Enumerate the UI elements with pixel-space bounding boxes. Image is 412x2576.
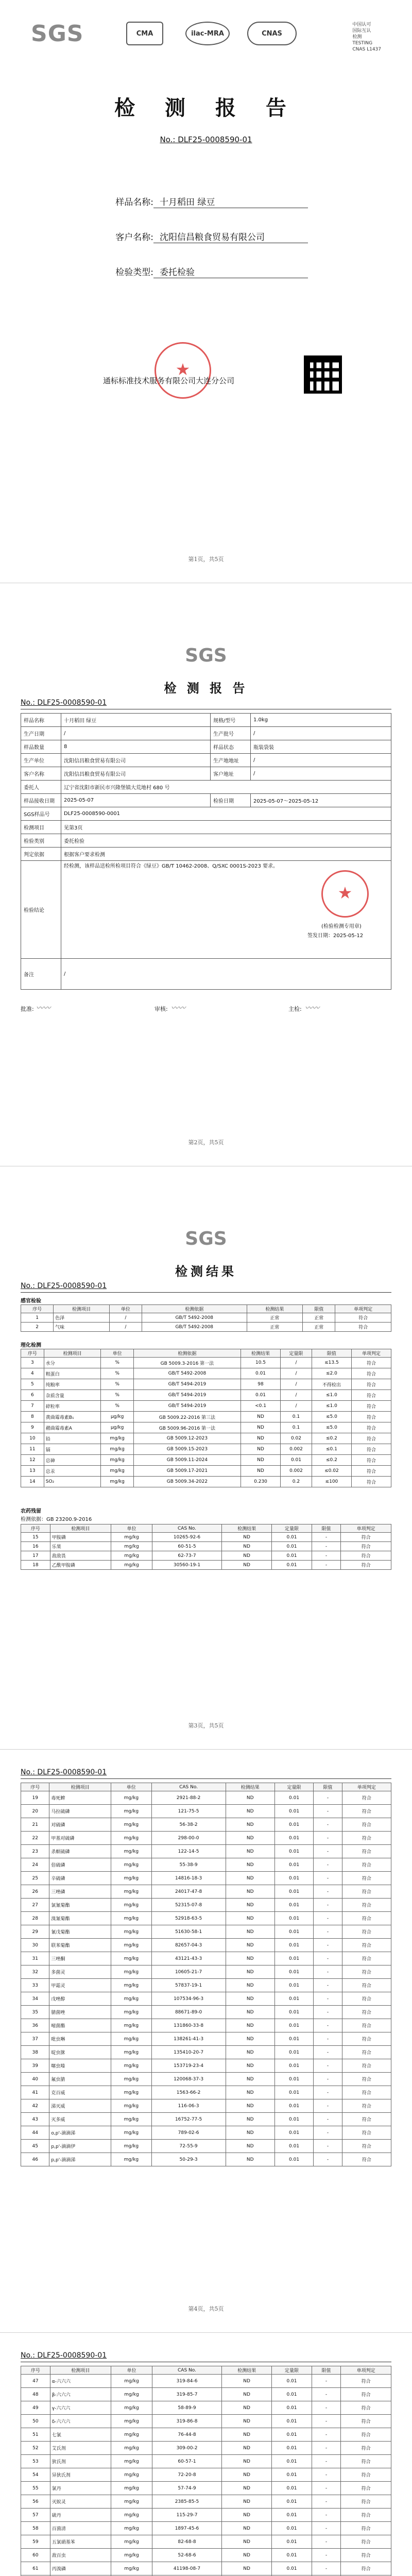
column-header: 检测结果 [226,1783,274,1791]
table-row: 10 铅 mg/kg GB 5009.12-2023 ND 0.02 ≤0.2 符合 [21,1433,391,1444]
table-row: 40 氟虫腈 mg/kg 120068-37-3 ND 0.01 - 符合 [21,2073,391,2086]
section-pesticide: 农药残留 [21,1509,41,1514]
table-row: 20 马拉硫磷 mg/kg 121-75-5 ND 0.01 - 符合 [21,1805,391,1818]
table-row: 48 β-六六六 mg/kg 319-85-7 ND 0.01 - 符合 [21,2388,391,2401]
table-row: 14 SO₂ mg/kg GB 5009.34-2022 0.230 0.2 ≤100 符合 [21,1477,391,1487]
column-header: 单位 [111,1783,152,1791]
table-row: 39 噻虫嗪 mg/kg 153719-23-4 ND 0.01 - 符合 [21,2059,391,2073]
table-row: 16 乐果 mg/kg 60-51-5 ND 0.01 - 符合 [21,1542,391,1551]
table-row: 客户名称 沈阳信昌粮食贸易有限公司 客户地址 / [21,767,391,781]
table-row: 35 腈菌唑 mg/kg 88671-89-0 ND 0.01 - 符合 [21,2006,391,2019]
cover-page [0,0,412,583]
table-row: 44 o,p'-滴滴涕 mg/kg 789-02-6 ND 0.01 - 符合 [21,2126,391,2140]
page-footer: 第4页，共5页 [188,2306,224,2312]
table-row: 17 敌敌畏 mg/kg 62-73-7 ND 0.01 - 符合 [21,1551,391,1561]
table-row: 52 艾氏剂 mg/kg 309-00-2 ND 0.01 - 符合 [21,2442,391,2455]
table-row: 28 溴氰菊酯 mg/kg 52918-63-5 ND 0.01 - 符合 [21,1912,391,1925]
column-header: 检测项目 [54,1305,110,1313]
sample-name-field: 样品名称: 十月稻田 绿豆 [93,195,308,208]
table-row: 3 水分 % GB 5009.3-2016 第一法 10.5 / ≤13.5 符合 [21,1358,391,1368]
sgs-logo: SGS [185,645,227,666]
qr-code [304,355,342,394]
results-page-3 [0,2333,412,2576]
table-row: 26 三唑磷 mg/kg 24017-47-8 ND 0.01 - 符合 [21,1885,391,1899]
column-header: 限值 [314,1783,342,1791]
reviewer-signature: 〰〰 [171,1004,185,1012]
table-row: 27 氯氰菊酯 mg/kg 52315-07-8 ND 0.01 - 符合 [21,1899,391,1912]
client-field: 客户名称: 沈阳信昌粮食贸易有限公司 [93,230,308,243]
column-header: 单位 [111,1524,152,1533]
column-header: 检测依据 [142,1305,247,1313]
column-header: 单项判定 [351,1349,391,1358]
table-row: 24 倍硫磷 mg/kg 55-38-9 ND 0.01 - 符合 [21,1858,391,1872]
issue-date: 签发日期：2025-05-12 [307,933,364,939]
table-row: 42 涕灭威 mg/kg 116-06-3 ND 0.01 - 符合 [21,2099,391,2113]
column-header: 单位 [111,2366,152,2375]
table-row: 21 对硫磷 mg/kg 56-38-2 ND 0.01 - 符合 [21,1818,391,1832]
reviewer-label: 审核: [154,1006,168,1012]
table-row: 18 乙酰甲胺磷 mg/kg 30560-19-1 ND 0.01 - 符合 [21,1561,391,1570]
column-header: 定量限 [272,2366,312,2375]
sgs-logo: SGS [185,1228,227,1249]
column-header: 检测结果 [221,1524,272,1533]
table-row: 22 甲基对硫磷 mg/kg 298-00-0 ND 0.01 - 符合 [21,1832,391,1845]
logo-bar [31,19,381,52]
column-header: 定量限 [274,1783,313,1791]
table-row: 57 硫丹 mg/kg 115-29-7 ND 0.01 - 符合 [21,2509,391,2522]
report-number: No.: DLF25-0008590-01 [21,2351,107,2360]
table-row: 25 辛硫磷 mg/kg 14816-18-3 ND 0.01 - 符合 [21,1872,391,1885]
column-header: 检测项目 [49,1783,111,1791]
column-header: 单项判定 [342,1783,391,1791]
column-header: 限值 [312,1349,351,1358]
column-header: 检测结果 [247,1305,303,1313]
page-footer: 第1页，共5页 [188,556,224,563]
column-header: 定量限 [281,1349,312,1358]
table-row: 23 杀螟硫磷 mg/kg 122-14-5 ND 0.01 - 符合 [21,1845,391,1858]
column-header: 单项判定 [341,2366,391,2375]
pesticide-method: 检测依据：GB 23200.9-2016 [21,1517,92,1522]
table-row: 34 戊唑醇 mg/kg 107534-96-3 ND 0.01 - 符合 [21,1992,391,2006]
table-row: 样品名称 十月稻田 绿豆 规格/型号 1.0kg [21,714,391,727]
table-row: 38 啶虫脒 mg/kg 135410-20-7 ND 0.01 - 符合 [21,2046,391,2059]
table-row: 31 三唑酮 mg/kg 43121-43-3 ND 0.01 - 符合 [21,1952,391,1965]
table-row: 检验结论 经检测，该样品送检所检项目符合《绿豆》GB/T 10462-2008、Q/SXC 0001S-2023 要求。 ★ (检验检测专用章) 签发日期：2025-05-12 [21,861,391,959]
table-row: 样品数量 8 样品状态 瓶装袋装 [21,740,391,754]
table-row: 9 赭曲霉毒素A μg/kg GB 5009.96-2016 第一法 ND 0.1 ≤5.0 符合 [21,1422,391,1433]
table-row: 4 粗蛋白 % GB/T 5492-2008 0.01 / ≤2.0 符合 [21,1368,391,1379]
column-header: 单项判定 [341,1524,391,1533]
table-row: 委托人 辽宁省沈阳市新民市兴隆堡镇大荒地村 680 号 [21,781,391,794]
page-title: 检测结果 [175,1264,237,1279]
column-header: 单位 [101,1349,133,1358]
table-row: 56 灭蚁灵 mg/kg 2385-85-5 ND 0.01 - 符合 [21,2495,391,2509]
column-header: 序号 [21,1349,44,1358]
table-row: 11 镉 mg/kg GB 5009.15-2023 ND 0.002 ≤0.1 符合 [21,1444,391,1455]
company-seal [154,342,211,399]
table-row: 12 总砷 mg/kg GB 5009.11-2024 ND 0.01 ≤0.2 符合 [21,1455,391,1466]
column-header: CAS No. [152,2366,222,2375]
table-row: 58 百菌清 mg/kg 1897-45-6 ND 0.01 - 符合 [21,2522,391,2535]
results-page-1 [0,1166,412,1750]
cma-logo: CMA [126,22,163,45]
table-row: 7 碎粒率 % GB/T 5494-2019 <0.1 / ≤1.0 符合 [21,1401,391,1412]
table-row: 55 氯丹 mg/kg 57-74-9 ND 0.01 - 符合 [21,2482,391,2495]
page-title: 检 测 报 告 [164,681,248,696]
table-row: 60 敌百虫 mg/kg 52-68-6 ND 0.01 - 符合 [21,2549,391,2562]
test-type-field: 检验类型: 委托检验 [93,265,308,278]
pesticide-table-2 [21,1783,391,2166]
table-row: 36 嘧菌酯 mg/kg 131860-33-8 ND 0.01 - 符合 [21,2019,391,2032]
inspector-signature: 〰〰 [305,1004,319,1012]
table-row: 46 p,p'-滴滴涕 mg/kg 50-29-3 ND 0.01 - 符合 [21,2153,391,2166]
table-row: 15 甲胺磷 mg/kg 10265-92-6 ND 0.01 - 符合 [21,1533,391,1542]
table-row: 19 毒死蜱 mg/kg 2921-88-2 ND 0.01 - 符合 [21,1791,391,1805]
report-number: No.: DLF25-0008590-01 [21,1768,107,1776]
table-row: 59 五氯硝基苯 mg/kg 82-68-8 ND 0.01 - 符合 [21,2535,391,2549]
column-header: 检测依据 [133,1349,241,1358]
divider [21,1778,391,1779]
table-row: 8 黄曲霉毒素B₁ μg/kg GB 5009.22-2016 第三法 ND 0.1 ≤5.0 符合 [21,1412,391,1422]
conclusion-text: 经检测，该样品送检所检项目符合《绿豆》GB/T 10462-2008、Q/SXC 0001S-2023 要求。 [64,863,279,869]
cnas-logo: CNAS [247,22,297,45]
report-info-page [0,583,412,1166]
report-number: No.: DLF25-0008590-01 [160,135,252,144]
table-row: 2 气味 / GB/T 5492-2008 正常 正常 符合 [21,1323,391,1332]
column-header: 检测项目 [44,1349,101,1358]
column-header: 限值 [312,2366,341,2375]
table-row: 13 总汞 mg/kg GB 5009.17-2021 ND 0.002 ≤0.02 符合 [21,1466,391,1477]
pesticide-table-3 [21,2366,391,2576]
results-page-2 [0,1750,412,2333]
table-row: 33 甲霜灵 mg/kg 57837-19-1 ND 0.01 - 符合 [21,1979,391,1992]
column-header: 定量限 [272,1524,312,1533]
page-footer: 第3页，共5页 [188,1722,224,1729]
table-row: 生产日期 / 生产批号 / [21,727,391,740]
cnas-cert-lines: 中国认可 国际互认 检测 TESTING CNAS L1437 [352,22,381,52]
report-info-table [21,713,391,990]
table-row: 样品接收日期 2025-05-07 检验日期 2025-05-07～2025-05-12 [21,794,391,807]
table-row: 1 色泽 / GB/T 5492-2008 正常 正常 符合 [21,1313,391,1323]
table-row: 43 灭多威 mg/kg 16752-77-5 ND 0.01 - 符合 [21,2113,391,2126]
table-row: 5 纯粮率 % GB/T 5494-2019 98 / 不得检出 符合 [21,1379,391,1390]
pesticide-table-1 [21,1524,391,1570]
table-row: 32 多菌灵 mg/kg 10605-21-7 ND 0.01 - 符合 [21,1965,391,1979]
sgs-logo: SGS [31,21,84,47]
column-header: 序号 [21,2366,50,2375]
test-seal [321,870,369,918]
table-row: 29 氰戊菊酯 mg/kg 51630-58-1 ND 0.01 - 符合 [21,1925,391,1939]
column-header: 限值 [312,1524,341,1533]
cover-title: 检 测 报 告 [114,96,298,120]
report-number: No.: DLF25-0008590-01 [21,699,107,707]
table-row: 30 联苯菊酯 mg/kg 82657-04-3 ND 0.01 - 符合 [21,1939,391,1952]
table-row: 49 γ-六六六 mg/kg 58-89-9 ND 0.01 - 符合 [21,2401,391,2415]
table-row: 检验类别 委托检验 [21,834,391,848]
column-header: 序号 [21,1305,54,1313]
table-row: 53 狄氏剂 mg/kg 60-57-1 ND 0.01 - 符合 [21,2455,391,2468]
table-row: 37 吡虫啉 mg/kg 138261-41-3 ND 0.01 - 符合 [21,2032,391,2046]
seal-star-icon: ★ [337,883,353,903]
company-name: 通标标准技术服务有限公司大连分公司 [103,376,235,385]
column-header: 检测项目 [50,1524,111,1533]
approver-signature: 〰〰 [36,1004,50,1012]
report-number: No.: DLF25-0008590-01 [21,1282,107,1290]
column-header: 检测结果 [241,1349,281,1358]
table-row: 生产单位 沈阳信昌粮食贸易有限公司 生产地地址 / [21,754,391,767]
seal-caption: (检验检测专用章) [321,924,362,929]
table-row: 61 丙溴磷 mg/kg 41198-08-7 ND 0.01 - 符合 [21,2562,391,2575]
column-header: CAS No. [151,1783,226,1791]
section-physchem: 理化检测 [21,1343,41,1348]
divider [21,1292,391,1293]
physchem-table [21,1349,391,1487]
column-header: 序号 [21,1524,50,1533]
column-header: 单位 [109,1305,142,1313]
inspector-label: 主检: [288,1006,302,1012]
page-footer: 第2页，共5页 [188,1139,224,1146]
column-header: 序号 [21,1783,49,1791]
table-row: 判定依据 根据客户要求检测 [21,848,391,861]
sensory-table [21,1304,391,1332]
table-row: 备注 / [21,959,391,990]
table-row: SGS样品号 DLF25-0008590-0001 [21,807,391,821]
table-row: 6 杂质含量 % GB/T 5494-2019 0.01 / ≤1.0 符合 [21,1390,391,1401]
table-row: 47 α-六六六 mg/kg 319-84-6 ND 0.01 - 符合 [21,2375,391,2388]
table-row: 41 克百威 mg/kg 1563-66-2 ND 0.01 - 符合 [21,2086,391,2099]
column-header: 单项判定 [335,1305,391,1313]
approver-label: 批准: [21,1006,34,1012]
table-row: 50 δ-六六六 mg/kg 319-86-8 ND 0.01 - 符合 [21,2415,391,2428]
seal-star-icon: ★ [175,360,191,380]
column-header: 检测结果 [221,2366,272,2375]
column-header: CAS No. [152,1524,222,1533]
column-header: 检测项目 [50,2366,111,2375]
section-sensory: 感官检验 [21,1298,41,1304]
table-row: 51 七氯 mg/kg 76-44-8 ND 0.01 - 符合 [21,2428,391,2442]
column-header: 限值 [303,1305,335,1313]
table-row: 54 异狄氏剂 mg/kg 72-20-8 ND 0.01 - 符合 [21,2468,391,2482]
table-row: 检测项目 见第3页 [21,821,391,834]
table-row: 45 p,p'-滴滴伊 mg/kg 72-55-9 ND 0.01 - 符合 [21,2140,391,2153]
ilac-logo: ilac-MRA [185,22,230,45]
